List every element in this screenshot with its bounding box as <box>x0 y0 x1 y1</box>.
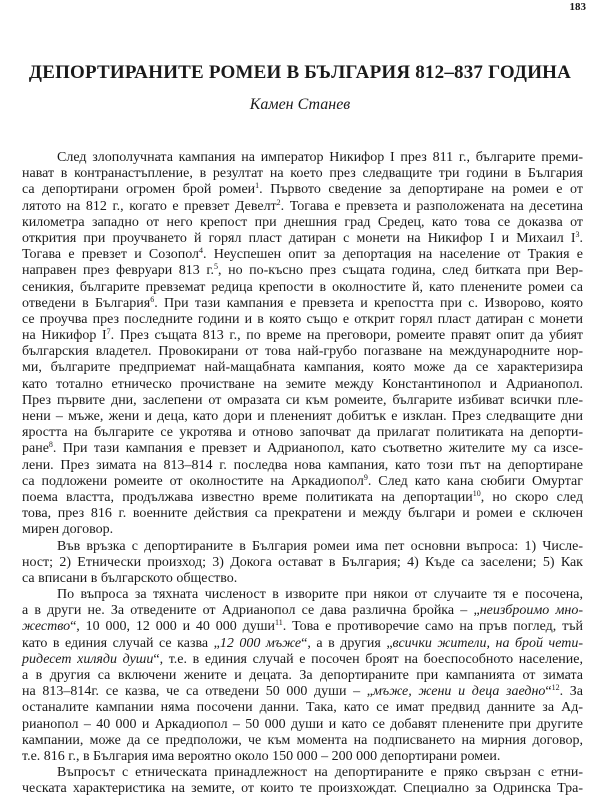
text-run: нават в контранастъпление, в резултат на което през следващите три години в България <box>22 166 583 182</box>
text-run: отведени в България <box>22 295 151 311</box>
footnote-ref: 2 <box>276 197 281 207</box>
footnote-ref: 1 <box>255 181 260 191</box>
italic-quote: всички жители, на брой чети- <box>392 635 583 651</box>
text-run: . При тази кампания е превзет и Адрианопол, като съответно жителите му са изсе- <box>52 441 583 457</box>
text-run: , но по-късно през същата година, след битката при Вер- <box>218 263 583 279</box>
text-run: на Никифор I <box>22 328 107 344</box>
text-run: ческата характеристика на земите, от които те произхождат. Специално за Одринска Тра- <box>22 781 583 797</box>
text-run: се проучва през последните години и в която също е открит горял пласт датиран с монети <box>22 311 583 327</box>
text-line <box>22 280 583 296</box>
text-line <box>22 684 583 700</box>
text-line <box>22 393 583 409</box>
footnote-ref: 6 <box>150 294 155 304</box>
text-run: са подложени ромеите от околностите на Аркадиопол <box>22 473 364 489</box>
text-line <box>22 215 583 231</box>
text-line <box>22 733 583 749</box>
text-line <box>22 490 583 506</box>
article-title: ДЕПОРТИРАНИТЕ РОМЕИ В БЪЛГАРИЯ 812–837 ГОДИНА <box>28 62 572 83</box>
text-line <box>22 247 583 263</box>
text-run: , но скоро след <box>480 489 583 505</box>
footnote-ref: 5 <box>214 262 219 272</box>
text-run: ране <box>22 441 49 457</box>
text-line <box>22 312 583 328</box>
text-line <box>22 360 583 376</box>
text-run: поема властта, продължава известно време политиката на депортации <box>22 489 473 505</box>
page-number: 183 <box>569 1 586 13</box>
text-run: на 813–814г. се казва, че са отведени 50 000 души – „ <box>22 684 373 700</box>
italic-quote: ридесет хиляди души <box>22 651 154 667</box>
text-run: “, а в другия „ <box>301 635 393 651</box>
footnote-ref: 9 <box>363 472 368 482</box>
text-line <box>22 409 583 425</box>
text-line <box>22 474 583 490</box>
footnote-ref: 8 <box>48 440 53 450</box>
text-line <box>22 636 583 652</box>
text-run: са депортирани огромен брой ромеи <box>22 182 256 198</box>
text-line <box>22 199 583 215</box>
text-run: По въпроса за тяхната численост в изворите при някои от случаите тя е посочена, <box>57 587 583 603</box>
italic-quote: 12 000 мъже <box>219 635 302 651</box>
article-author: Камен Станев <box>249 96 351 113</box>
footnote-ref: 10 <box>472 488 481 498</box>
text-line <box>22 571 583 587</box>
text-run: Тогава е превзет и Созопол <box>22 247 200 263</box>
text-line <box>22 652 583 668</box>
text-line <box>22 296 583 312</box>
text-run: . За <box>559 684 583 700</box>
text-run: километра западно от него крепост при днешния град Средец, като това се доказва от <box>22 214 583 230</box>
text-run: “, 10 000, 12 000 и 40 000 души <box>70 619 276 635</box>
text-run: “ <box>545 684 552 700</box>
text-run: . Първото сведение за депортиране на ромеи е от <box>259 182 583 198</box>
text-run: яростта на българите се укротява и отново започват да прилагат политиката на депорти- <box>22 425 583 441</box>
text-line <box>22 344 583 360</box>
text-run: като в единия случай се казва „ <box>22 635 220 651</box>
text-run: българския владетел. Провокирани от това най-грубо погазване на международните нор- <box>22 344 583 360</box>
text-line <box>22 555 583 571</box>
text-run: ност; 2) Етнически произход; 3) Докога остават в България; 4) Къде са заселени; 5) Как <box>22 554 583 570</box>
text-line <box>22 765 583 781</box>
text-line <box>22 377 583 393</box>
text-line <box>22 231 583 247</box>
text-line <box>22 603 583 619</box>
text-run: лени. През зимата на 813–814 г. последва нова кампания, като този път на депортиране <box>22 457 583 473</box>
text-run: като тотално етническо прочистване на земите между Константинопол и Адрианопол. <box>22 376 583 392</box>
text-line <box>22 328 583 344</box>
text-line <box>22 263 583 279</box>
text-run: направен през февруари 813 г. <box>22 263 215 279</box>
text-line <box>22 668 583 684</box>
footnote-ref: 3 <box>575 229 580 239</box>
article-body <box>22 150 583 798</box>
footnote-ref: 7 <box>106 327 111 337</box>
text-line <box>22 587 583 603</box>
text-line <box>22 458 583 474</box>
text-run: рианопол – 40 000 и Аркадиопол – 50 000 души и като се добавят пленените при другите <box>22 716 583 732</box>
text-run: След злополучната кампания на император Никифор I през 811 г., българите преми- <box>57 150 583 165</box>
text-run: са вписани в българското общество. <box>22 570 238 586</box>
text-run: Във връзка с депортираните в България ромеи има пет основни въпроса: 1) Числе- <box>57 538 583 554</box>
text-run: През първите дни, заслепени от омразата си към ромеите, българите избиват всички пле- <box>22 392 583 408</box>
text-line <box>22 700 583 716</box>
text-run: ми, българите предприемат най-мащабната кампания, която може да се характеризира <box>22 360 583 376</box>
text-line <box>22 425 583 441</box>
text-line <box>22 717 583 733</box>
text-run: това, през 816 г. военните действия са прекратени и между българи и ромеи е сключен <box>22 506 583 522</box>
text-run: останалите кампании няма посочени данни. Така, като се имат предвид данните за Ад- <box>22 700 583 716</box>
text-run: мирен договор. <box>22 522 114 538</box>
text-run: “, т.е. в единия случай е посочен броят на боеспособното население, <box>153 651 583 667</box>
text-run: а в други не. За отведените от Адрианопол се дава различна бройка – „ <box>22 603 480 619</box>
text-line <box>22 150 583 166</box>
text-run: . При тази кампания е превзета и крепостта при с. Изворово, която <box>154 295 583 311</box>
text-run: . Неуспешен опит за депортация на население от Тракия е <box>203 247 584 263</box>
text-run: . <box>579 230 583 246</box>
text-line <box>22 619 583 635</box>
text-line <box>22 781 583 797</box>
text-line <box>22 522 583 538</box>
text-run: т.е. 816 г., в България има вероятно около 150 000 – 200 000 депортирани ромеи. <box>22 748 501 764</box>
text-line <box>22 506 583 522</box>
text-run: нени – мъже, жени и деца, като дори и плененият добитък е изклан. През следващите дни <box>22 409 583 424</box>
footnote-ref: 12 <box>551 683 560 693</box>
text-line <box>22 182 583 198</box>
footnote-ref: 4 <box>199 246 204 256</box>
text-run: Въпросът с етническата принадлежност на депортираните е пряко свързан с етни- <box>57 765 583 781</box>
text-run: . Това е противоречие само на пръв поглед, тъй <box>282 619 583 635</box>
text-run: лятото на 812 г., когато е превзет Девелт <box>22 198 277 214</box>
text-run: открития при проучването й горял пласт датиран с монети на Никифор I и Михаил I <box>22 230 576 246</box>
text-line <box>22 166 583 182</box>
italic-quote: неизброимо мно- <box>479 603 584 619</box>
text-run: . През същата 813 г., по време на преговори, ромеите правят опит да убият <box>110 328 583 344</box>
text-run: . След като кана сюбиги Омуртаг <box>367 473 583 489</box>
footnote-ref: 11 <box>275 618 283 628</box>
text-run: кампании, може да се предположи, че към момента на подписването на мирния договор, <box>22 732 583 748</box>
text-run: . Тогава е превзета и разположената на десетина <box>280 198 583 214</box>
text-run: сеникия, българите превземат редица крепости в околностите й, като пленените ромеи са <box>22 279 583 295</box>
text-line <box>22 539 583 555</box>
text-line <box>22 441 583 457</box>
italic-quote: мъже, жени и деца заедно <box>373 684 546 700</box>
italic-quote: жество <box>22 619 71 635</box>
text-run: а в другия са включени жените и децата. За депортираните при кампанията от зимата <box>22 668 583 683</box>
text-line <box>22 749 583 765</box>
